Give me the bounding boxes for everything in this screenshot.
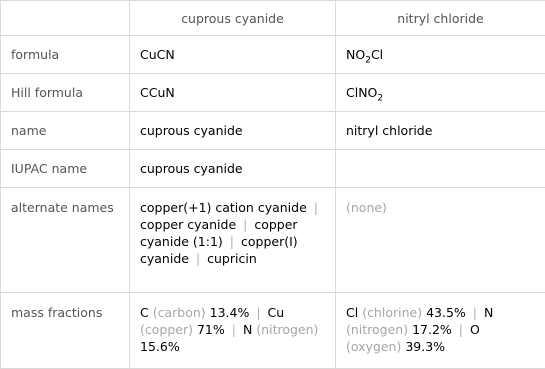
element-symbol: Cu: [268, 305, 285, 320]
row-label-formula: formula: [1, 36, 130, 74]
row-label-hill-formula: Hill formula: [1, 74, 130, 112]
mass-value: 43.5%: [426, 305, 466, 320]
formula-subscript: 2: [377, 94, 383, 104]
cell-name-cuprous: cuprous cyanide: [130, 112, 336, 150]
mass-value: 17.2%: [412, 322, 452, 337]
element-name: (chlorine): [362, 305, 422, 320]
cell-hill-nitryl: [336, 74, 545, 112]
cell-formula-cuprous: CuCN: [130, 36, 336, 74]
cell-alternate-cuprous: [130, 188, 336, 293]
element-symbol: N: [243, 322, 252, 337]
separator: |: [456, 322, 466, 337]
alt-name: copper cyanide: [140, 217, 236, 232]
mass-value: 71%: [197, 322, 225, 337]
row-label-name: name: [1, 112, 130, 150]
separator: |: [311, 200, 321, 215]
alt-name: cupricin: [207, 251, 257, 266]
mass-value: 39.3%: [405, 339, 445, 354]
cell-hill-cuprous: CCuN: [130, 74, 336, 112]
header-row: [1, 1, 545, 36]
element-symbol: C: [140, 305, 149, 320]
element-symbol: Cl: [346, 305, 358, 320]
formula-part: NO: [346, 47, 365, 62]
element-name: (oxygen): [346, 339, 401, 354]
element-name: (carbon): [153, 305, 206, 320]
table-row: [1, 293, 545, 369]
cell-mass-nitryl: [336, 293, 545, 369]
separator: |: [193, 251, 203, 266]
cell-formula-nitryl: [336, 36, 545, 74]
formula-subscript: 2: [365, 56, 371, 66]
cell-iupac-cuprous: cuprous cyanide: [130, 150, 336, 188]
table-row: [1, 150, 545, 188]
table-row: [1, 74, 545, 112]
formula-part: ClNO: [346, 85, 377, 100]
table-row: [1, 188, 545, 293]
table-row: [1, 112, 545, 150]
separator: |: [227, 234, 237, 249]
element-name: (nitrogen): [346, 322, 408, 337]
row-label-alternate-names: alternate names: [1, 188, 130, 293]
separator: |: [240, 217, 250, 232]
row-label-mass-fractions: mass fractions: [1, 293, 130, 369]
cell-name-nitryl: nitryl chloride: [336, 112, 545, 150]
cell-mass-cuprous: [130, 293, 336, 369]
element-symbol: O: [470, 322, 480, 337]
alt-name: copper(I) cyanide: [140, 234, 298, 266]
element-name: (nitrogen): [256, 322, 318, 337]
alt-name: copper(+1) cation cyanide: [140, 200, 307, 215]
mass-value: 15.6%: [140, 339, 180, 354]
header-empty-cell: [1, 1, 130, 36]
header-nitryl-chloride: nitryl chloride: [336, 1, 545, 36]
cell-iupac-nitryl: [336, 150, 545, 188]
row-label-iupac-name: IUPAC name: [1, 150, 130, 188]
separator: |: [253, 305, 263, 320]
alt-name: copper cyanide (1:1): [140, 217, 298, 249]
separator: |: [470, 305, 480, 320]
table-row: [1, 36, 545, 74]
element-name: (copper): [140, 322, 193, 337]
element-symbol: N: [484, 305, 493, 320]
formula-part: Cl: [371, 47, 383, 62]
header-cuprous-cyanide: cuprous cyanide: [130, 1, 336, 36]
cell-alternate-nitryl: (none): [336, 188, 545, 293]
separator: |: [229, 322, 239, 337]
mass-value: 13.4%: [210, 305, 250, 320]
